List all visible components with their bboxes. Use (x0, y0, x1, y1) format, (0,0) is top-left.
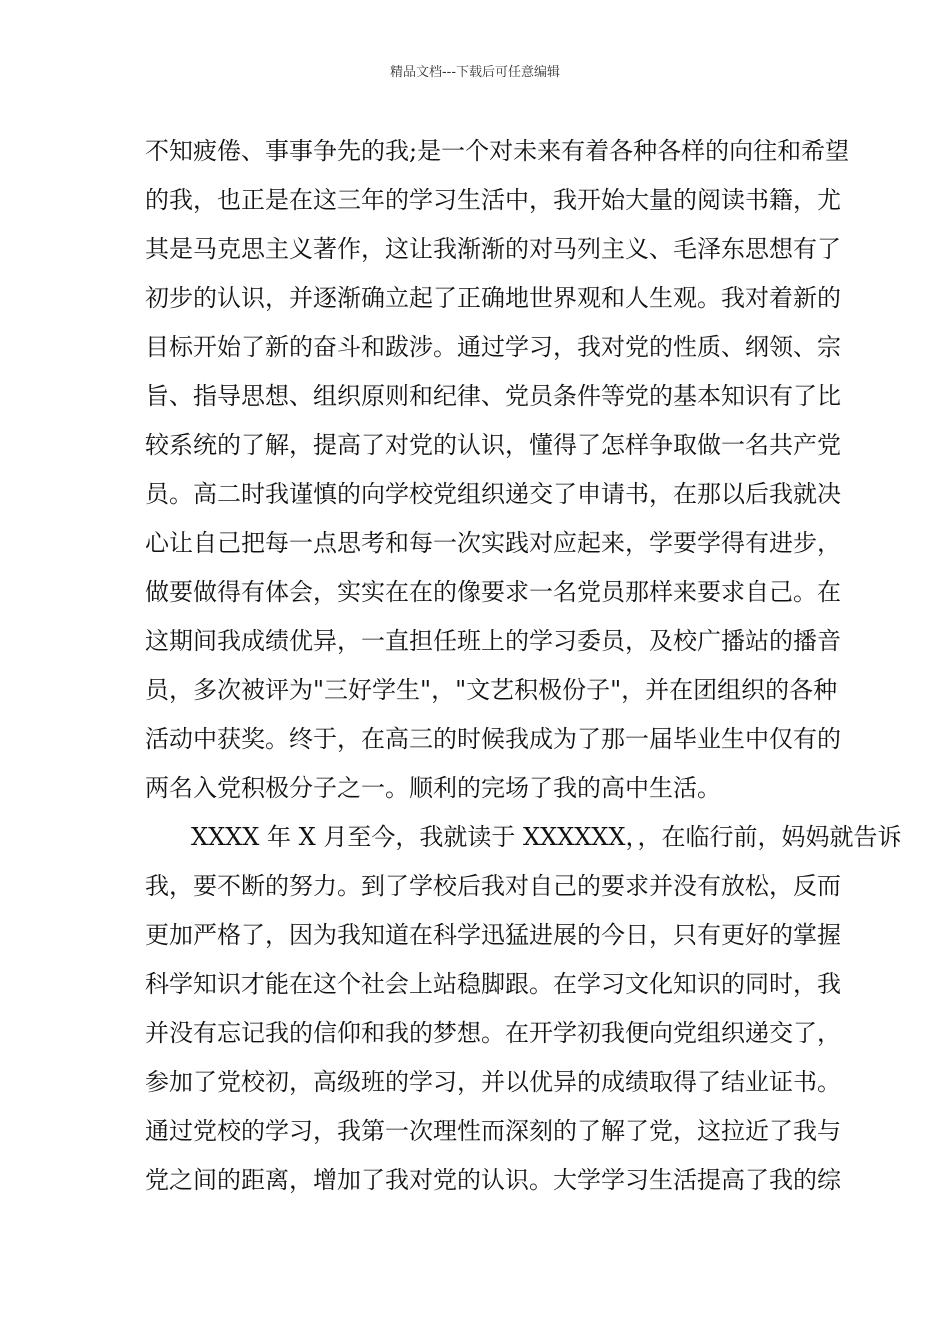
text-line: 初步的认识，并逐渐确立起了正确地世界观和人生观。我对着新的 (145, 284, 841, 312)
text-line: 科学知识才能在这个社会上站稳脚跟。在学习文化知识的同时，我 (145, 970, 841, 998)
text-line: 并没有忘记我的信仰和我的梦想。在开学初我便向党组织递交了， (145, 1019, 841, 1047)
text-line: 党之间的距离，增加了我对党的认识。大学学习生活提高了我的综 (145, 1166, 841, 1194)
text-line: 参加了党校初，高级班的学习，并以优异的成绩取得了结业证书。 (145, 1068, 841, 1096)
text-line: 通过党校的学习，我第一次理性而深刻的了解了党，这拉近了我与 (145, 1117, 841, 1145)
text-line: 活动中获奖。终于，在高三的时候我成为了那一届毕业生中仅有的 (145, 725, 841, 753)
text-line: 其是马克思主义著作，这让我渐渐的对马列主义、毛泽东思想有了 (145, 235, 841, 263)
text-line: 不知疲倦、事事争先的我;是一个对未来有着各种各样的向往和希望 (145, 137, 850, 165)
text-line: 目标开始了新的奋斗和跋涉。通过学习，我对党的性质、纲领、宗 (145, 333, 841, 361)
text-line: 旨、指导思想、组织原则和纪律、党员条件等党的基本知识有了比 (145, 382, 841, 410)
text-line: 这期间我成绩优异，一直担任班上的学习委员，及校广播站的播音 (145, 627, 841, 655)
text-line: 两名入党积极分子之一。顺利的完场了我的高中生活。 (145, 774, 721, 802)
paragraph-1 (145, 127, 850, 813)
page-header: 精品文档---下载后可任意编辑 (389, 65, 561, 80)
text-line: 心让自己把每一点思考和每一次实践对应起来，学要学得有进步， (145, 529, 841, 557)
text-line: 员。高二时我谨慎的向学校党组织递交了申请书，在那以后我就决 (145, 480, 841, 508)
text-line: 更加严格了，因为我知道在科学迅猛进展的今日，只有更好的掌握 (145, 921, 841, 949)
text-line: 我，要不断的努力。到了学校后我对自己的要求并没有放松，反而 (145, 872, 841, 900)
text-line: XXXX 年 X 月至今，我就读于 XXXXXX，，在临行前，妈妈就告诉 (191, 823, 902, 851)
text-line: 员，多次被评为"三好学生"，"文艺积极份子"，并在团组织的各种 (145, 676, 838, 704)
body-text (145, 127, 902, 1205)
paragraph-2 (145, 813, 902, 1205)
text-line: 的我，也正是在这三年的学习生活中，我开始大量的阅读书籍，尤 (145, 186, 841, 214)
text-line: 较系统的了解，提高了对党的认识，懂得了怎样争取做一名共产党 (145, 431, 841, 459)
text-line: 做要做得有体会，实实在在的像要求一名党员那样来要求自己。在 (145, 578, 841, 606)
